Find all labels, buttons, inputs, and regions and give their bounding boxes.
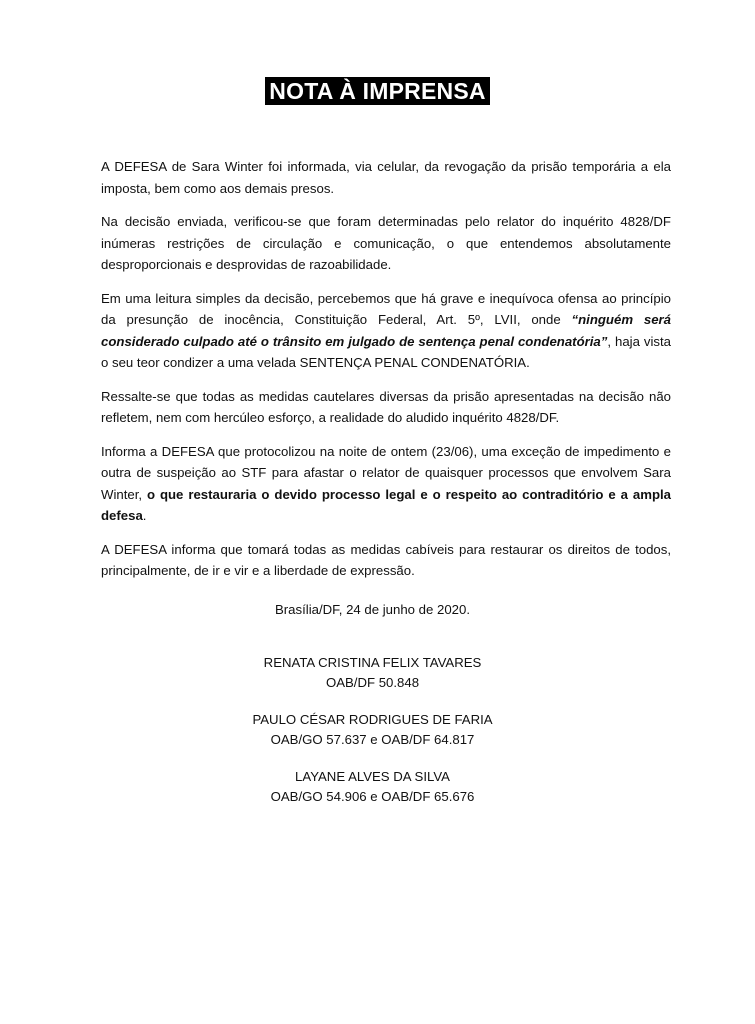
signatory-name: PAULO CÉSAR RODRIGUES DE FARIA <box>252 712 493 727</box>
paragraph-1-text: A DEFESA de Sara Winter foi informada, via celular, da revogação da prisão temporária a ela imposta, bem como aos demais presos. <box>101 159 671 196</box>
paragraph-1 <box>101 156 671 199</box>
paragraph-3-constitution-quote: “ninguém será considerado culpado até o trânsito em julgado de sentença penal condenatória” <box>101 312 671 349</box>
signatory <box>0 767 745 807</box>
page-title: NOTA À IMPRENSA <box>265 77 489 105</box>
signatory-oab: OAB/GO 54.906 e OAB/DF 65.676 <box>270 789 475 804</box>
paragraph-4 <box>101 386 671 429</box>
paragraph-3 <box>101 288 671 374</box>
paragraph-6-text: A DEFESA informa que tomará todas as medidas cabíveis para restaurar os direitos de todos, principalmente, de ir e vir e a liberdade de expressão. <box>101 541 671 578</box>
signatory-name: LAYANE ALVES DA SILVA <box>295 769 450 784</box>
date-line: Brasília/DF, 24 de junho de 2020. <box>274 602 470 617</box>
signatory-oab: OAB/DF 50.848 <box>325 675 420 690</box>
paragraph-5-bold-statement: o que restauraria o devido processo legal e o respeito ao contraditório e a ampla defesa <box>101 486 671 523</box>
paragraph-3-text-after: , haja vista o seu teor condizer a uma velada SENTENÇA PENAL CONDENATÓRIA. <box>101 333 671 370</box>
paragraph-2-text: Na decisão enviada, verificou-se que foram determinadas pelo relator do inquérito 4828/DF inúmeras restrições de circulação e comunicação, o que entendemos absolutamente desproporcionais e desprovidas de razoabilidade. <box>101 214 671 272</box>
note-body <box>101 156 671 594</box>
paragraph-4-text: Ressalte-se que todas as medidas cautelares diversas da prisão apresentadas na decisão não refletem, nem com hercúleo esforço, a realidade do aludido inquérito 4828/DF. <box>101 388 671 425</box>
signatory-oab: OAB/GO 57.637 e OAB/DF 64.817 <box>270 732 475 747</box>
paragraph-2 <box>101 211 671 276</box>
paragraph-5-text-after: . <box>142 508 147 523</box>
paragraph-5-text-before: Informa a DEFESA que protocolizou na noite de ontem (23/06), uma exceção de impedimento e outra de suspeição ao STF para afastar o relator de quaisquer processos que envolvem Sara Winter, <box>101 443 671 502</box>
paragraph-3-text-before: Em uma leitura simples da decisão, percebemos que há grave e inequívoca ofensa ao princípio da presunção de inocência, Constituição Federal, Art. 5º, LVII, onde <box>101 290 671 327</box>
signature-block <box>0 653 745 824</box>
signatory <box>0 710 745 750</box>
signatory <box>0 653 745 693</box>
signatory-name: RENATA CRISTINA FELIX TAVARES <box>263 655 482 670</box>
paragraph-6 <box>101 539 671 582</box>
paragraph-5 <box>101 441 671 527</box>
title-container <box>0 77 755 105</box>
